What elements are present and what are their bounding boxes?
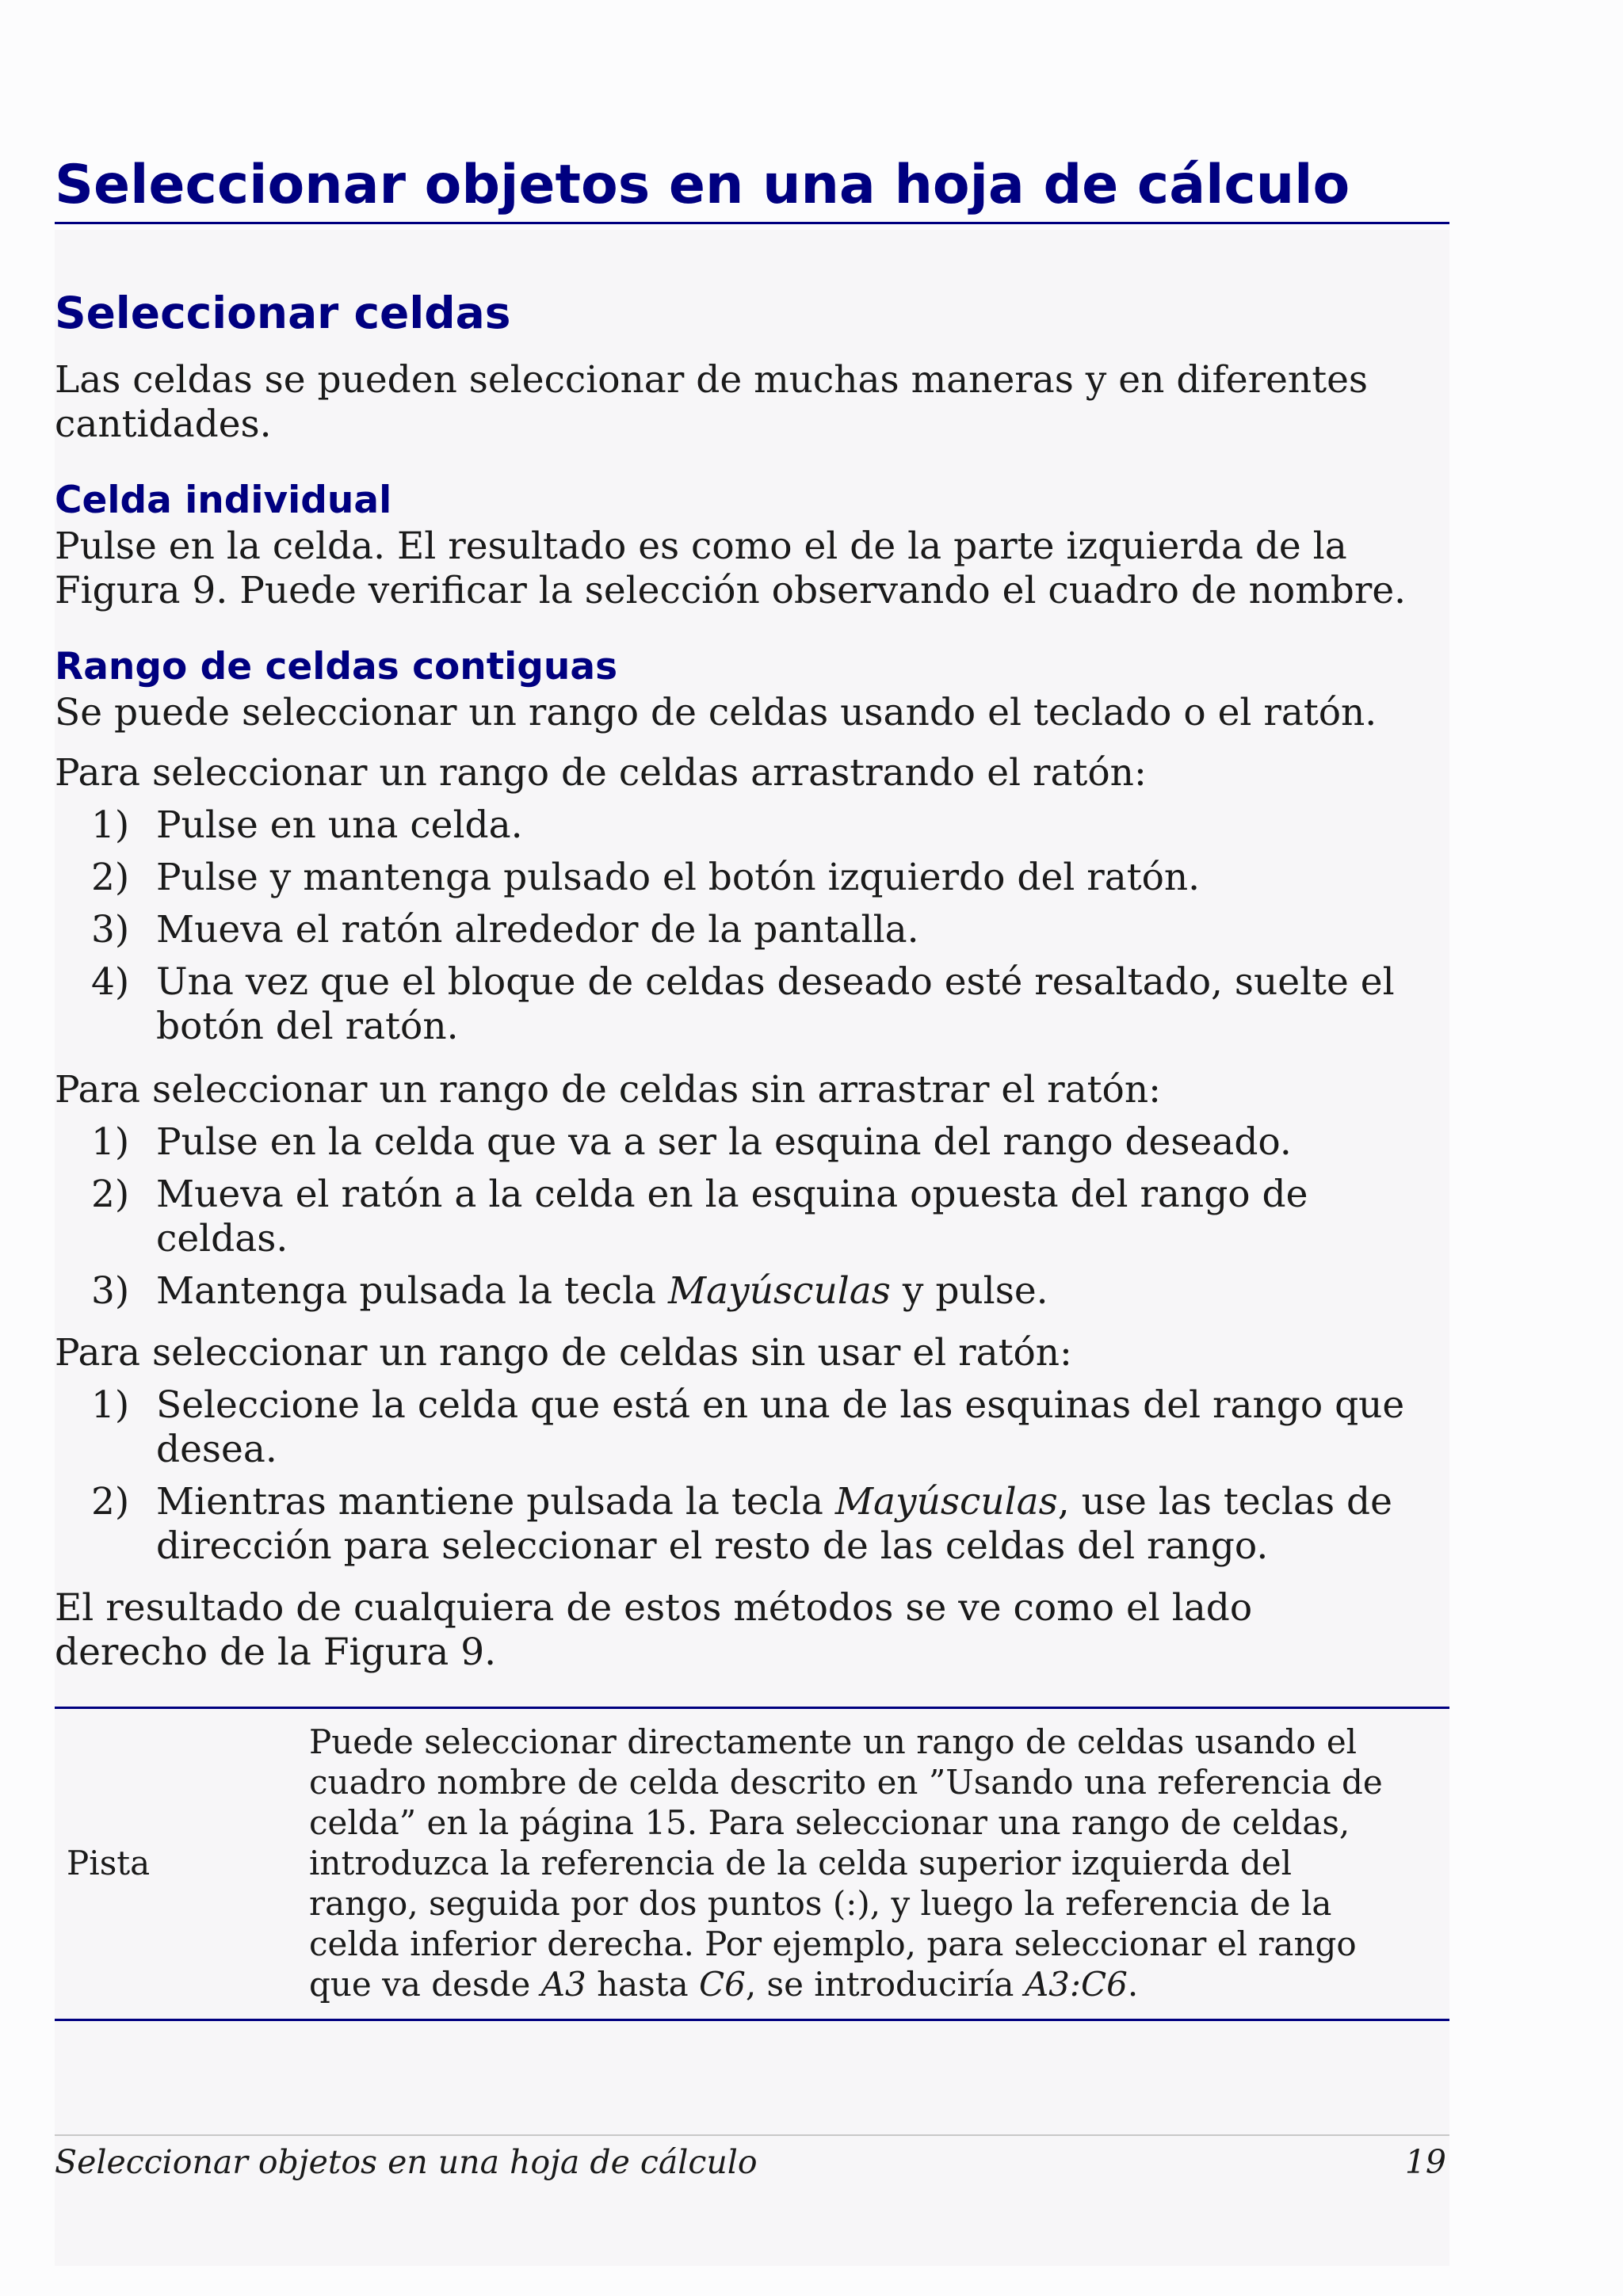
list-text: Pulse en la celda que va a ser la esquina del rango deseado. [156,1120,1292,1164]
list-text: Mueva el ratón alrededor de la pantalla. [156,908,919,952]
list-number: 3) [91,1269,130,1313]
subheading-single-cell: Celda individual [55,479,392,522]
tip-line: cuadro nombre de celda descrito en ”Usando una referencia de [309,1763,1383,1802]
list-item [91,1269,1048,1314]
paragraph-line: Se puede seleccionar un rango de celdas usando el teclado o el ratón. [55,691,1377,734]
list-text: Una vez que el bloque de celdas deseado esté resaltado, suelte el [156,960,1395,1004]
section-heading: Seleccionar celdas [55,288,511,338]
tip-line: introduzca la referencia de la celda superior izquierda del [309,1844,1293,1882]
tip-text-part: . [1127,1965,1139,2004]
tip-bottom-rule [55,2019,1449,2021]
list-item [91,1480,1392,1524]
list-item [91,908,919,952]
list-text [156,1480,1392,1524]
tip-line [309,1965,1138,2004]
list-item-continuation: dirección para seleccionar el resto de las celdas del rango. [156,1524,1269,1568]
list-text: Pulse y mantenga pulsado el botón izquierdo del ratón. [156,856,1201,899]
tip-top-rule [55,1707,1449,1709]
paragraph-line: Pulse en la celda. El resultado es como el de la parte izquierda de la [55,524,1347,568]
tip-line: rango, seguida por dos puntos (:), y luego la referencia de la [309,1884,1332,1923]
paragraph-line: derecho de la Figura 9. [55,1630,497,1674]
list-intro: Para seleccionar un rango de celdas sin usar el ratón: [55,1331,1072,1375]
list-item [91,1173,1308,1217]
list-number: 1) [91,803,130,847]
list-text-part: Mantenga pulsada la tecla [156,1269,669,1313]
tip-line: celda” en la página 15. Para seleccionar una rango de celdas, [309,1803,1350,1842]
list-number: 2) [91,856,130,899]
tip-line: celda inferior derecha. Por ejemplo, para seleccionar el rango [309,1924,1357,1963]
tip-text-part: que va desde [309,1965,541,2004]
footer-title: Seleccionar objetos en una hoja de cálculo [55,2143,758,2181]
cell-ref: A3 [540,1965,586,2004]
list-text [156,1269,1048,1314]
footer-rule [55,2134,1449,2136]
intro-line: cantidades. [55,402,272,446]
page-number: 19 [1404,2143,1446,2181]
list-item-continuation: botón del ratón. [156,1005,459,1048]
list-text-part: , use las teclas de [1057,1480,1392,1524]
title-rule [55,222,1449,224]
list-number: 2) [91,1173,130,1216]
intro-line: Las celdas se pueden seleccionar de muchas maneras y en diferentes [55,358,1369,402]
list-text-part: Mientras mantiene pulsada la tecla [156,1480,835,1524]
list-item [91,803,523,848]
list-number: 1) [91,1120,130,1164]
list-item-continuation: celdas. [156,1217,288,1261]
list-item [91,960,1395,1005]
tip-text-part: hasta [586,1965,699,2004]
list-text: Mueva el ratón a la celda en la esquina opuesta del rango de [156,1173,1308,1216]
list-item [91,856,1201,900]
paragraph-line: Figura 9. Puede verificar la selección observando el cuadro de nombre. [55,569,1407,612]
paragraph-line: El resultado de cualquiera de estos métodos se ve como el lado [55,1586,1253,1630]
list-item [91,1120,1292,1165]
list-intro: Para seleccionar un rango de celdas arrastrando el ratón: [55,751,1147,795]
list-number: 2) [91,1480,130,1524]
list-item [91,1383,1405,1428]
subheading-range: Rango de celdas contiguas [55,645,618,688]
tip-label: Pista [67,1844,151,1882]
key-name: Mayúsculas [668,1269,891,1313]
cell-ref: C6 [698,1965,746,2004]
page-title: Seleccionar objetos en una hoja de cálculo [55,154,1350,216]
list-number: 1) [91,1383,130,1427]
key-name: Mayúsculas [834,1480,1058,1524]
list-intro: Para seleccionar un rango de celdas sin arrastrar el ratón: [55,1068,1161,1112]
tip-line: Puede seleccionar directamente un rango de celdas usando el [309,1722,1358,1761]
list-text: Pulse en una celda. [156,803,523,847]
cell-ref: A3:C6 [1024,1965,1128,2004]
list-number: 3) [91,908,130,952]
list-text-part: y pulse. [890,1269,1048,1313]
list-number: 4) [91,960,130,1004]
tip-text-part: , se introduciría [745,1965,1025,2004]
list-item-continuation: desea. [156,1428,277,1471]
list-text: Seleccione la celda que está en una de las esquinas del rango que [156,1383,1405,1427]
